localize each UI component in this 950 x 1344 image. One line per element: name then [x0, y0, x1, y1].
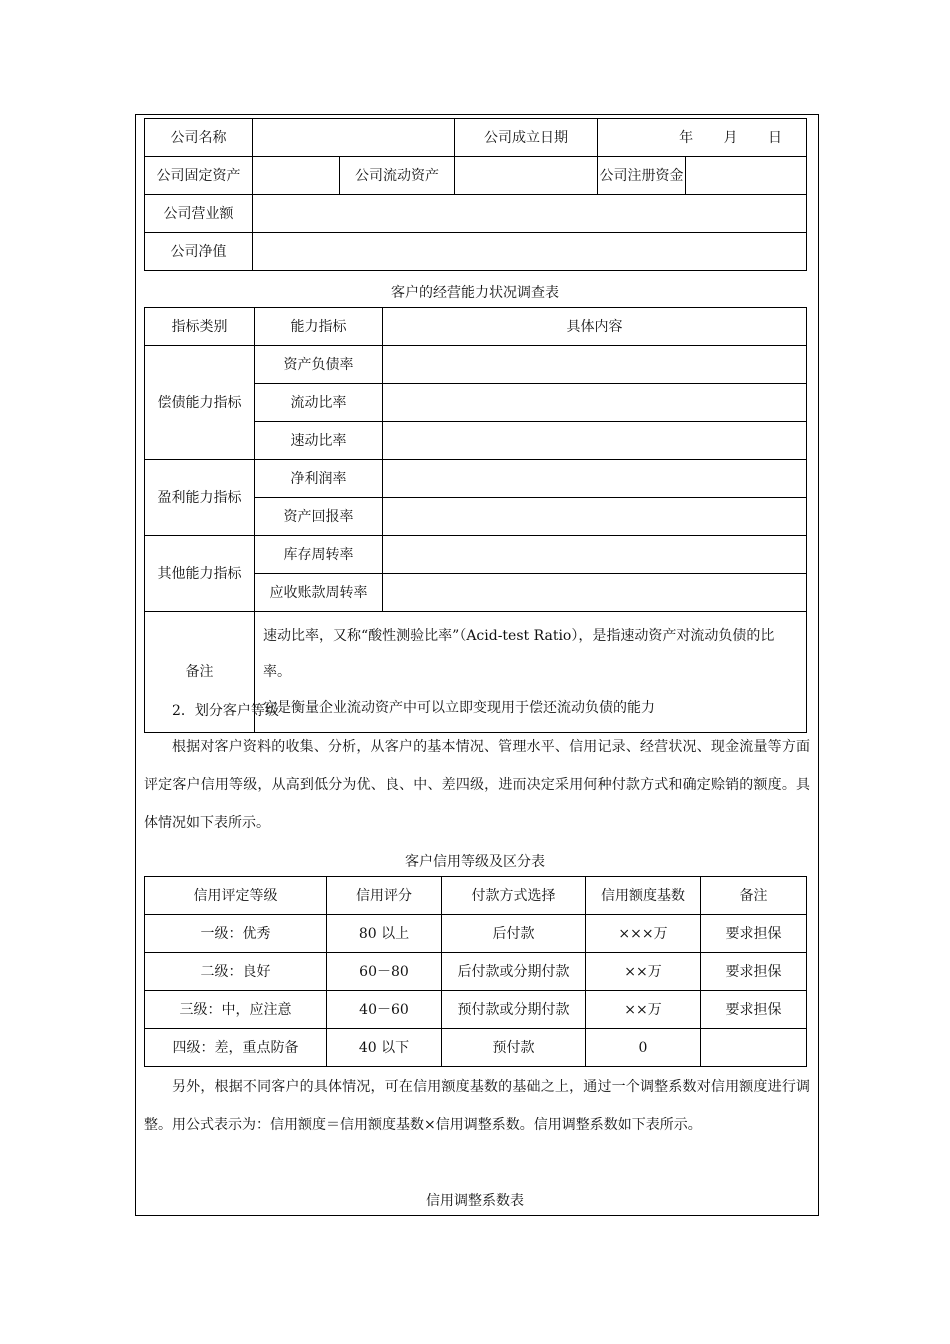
content-cell[interactable] — [383, 536, 807, 574]
indicator-cell: 流动比率 — [255, 384, 383, 422]
indicator-cell: 速动比率 — [255, 422, 383, 460]
date-month: 月 — [723, 129, 738, 146]
header-content: 具体内容 — [383, 308, 807, 346]
capability-table — [144, 307, 807, 733]
content-cell[interactable] — [383, 460, 807, 498]
note-cell — [701, 1029, 807, 1067]
content-cell[interactable] — [383, 574, 807, 612]
note-cell: 要求担保 — [701, 991, 807, 1029]
adjust-paragraph — [144, 1068, 810, 1144]
net-value-label: 公司净值 — [145, 233, 253, 271]
score-cell: 40－60 — [327, 991, 442, 1029]
indicator-cell: 资产回报率 — [255, 498, 383, 536]
credit-base-cell: 0 — [586, 1029, 701, 1067]
table-row — [145, 991, 807, 1029]
company-name-value[interactable] — [253, 119, 455, 157]
grade-cell: 四级：差，重点防备 — [145, 1029, 327, 1067]
payment-cell: 预付款 — [442, 1029, 586, 1067]
revenue-value[interactable] — [253, 195, 807, 233]
company-name-label: 公司名称 — [145, 119, 253, 157]
founded-date-value[interactable] — [598, 119, 807, 157]
date-day: 日 — [768, 129, 782, 146]
note-cell: 要求担保 — [701, 953, 807, 991]
score-cell: 80 以上 — [327, 915, 442, 953]
table-row — [145, 915, 807, 953]
adjust-table-title: 信用调整系数表 — [426, 1193, 524, 1209]
credit-base-cell: ×××万 — [586, 915, 701, 953]
current-assets-value[interactable] — [455, 157, 598, 195]
founded-date-label: 公司成立日期 — [455, 119, 598, 157]
adjust-text: 另外，根据不同客户的具体情况，可在信用额度基数的基础之上，通过一个调整系数对信用额度进行调整。用公式表示为：信用额度＝信用额度基数×信用调整系数。信用调整系数如下表所示。 — [144, 1079, 810, 1133]
grade-cell: 一级：优秀 — [145, 915, 327, 953]
date-year: 年 — [679, 129, 694, 146]
score-cell: 60－80 — [327, 953, 442, 991]
credit-base-cell: ××万 — [586, 991, 701, 1029]
score-cell: 40 以下 — [327, 1029, 442, 1067]
credit-table-title: 客户信用等级及区分表 — [405, 854, 545, 870]
registered-capital-value[interactable] — [686, 157, 807, 195]
indicator-cell: 应收账款周转率 — [255, 574, 383, 612]
section-heading: 2．划分客户等级 — [172, 703, 279, 719]
indicator-cell: 库存周转率 — [255, 536, 383, 574]
fixed-assets-value[interactable] — [253, 157, 340, 195]
fixed-assets-label: 公司固定资产 — [145, 157, 253, 195]
header-credit-base: 信用额度基数 — [586, 877, 701, 915]
table-row — [145, 1029, 807, 1067]
header-grade: 信用评定等级 — [145, 877, 327, 915]
credit-base-cell: ××万 — [586, 953, 701, 991]
note-line-2: 它是衡量企业流动资产中可以立即变现用于偿还流动负债的能力 — [263, 700, 655, 716]
header-indicator: 能力指标 — [255, 308, 383, 346]
category-other: 其他能力指标 — [145, 536, 255, 612]
note-cell: 要求担保 — [701, 915, 807, 953]
content-cell[interactable] — [383, 384, 807, 422]
table-row — [145, 953, 807, 991]
header-score: 信用评分 — [327, 877, 442, 915]
credit-grade-table — [144, 876, 807, 1067]
content-cell[interactable] — [383, 346, 807, 384]
payment-cell: 后付款或分期付款 — [442, 953, 586, 991]
category-solvency: 偿债能力指标 — [145, 346, 255, 460]
note-label: 备注 — [145, 612, 255, 733]
header-payment: 付款方式选择 — [442, 877, 586, 915]
grade-cell: 二级：良好 — [145, 953, 327, 991]
revenue-label: 公司营业额 — [145, 195, 253, 233]
indicator-cell: 净利润率 — [255, 460, 383, 498]
header-category: 指标类别 — [145, 308, 255, 346]
registered-capital-label: 公司注册资金 — [598, 157, 686, 195]
section-paragraph — [144, 728, 810, 842]
note-line-1: 速动比率，又称“酸性测验比率”（Acid-test Ratio），是指速动资产对流动负债的比率。 — [263, 628, 775, 680]
grade-cell: 三级：中，应注意 — [145, 991, 327, 1029]
capability-table-title: 客户的经营能力状况调查表 — [391, 285, 559, 301]
payment-cell: 预付款或分期付款 — [442, 991, 586, 1029]
paragraph-text: 根据对客户资料的收集、分析，从客户的基本情况、管理水平、信用记录、经营状况、现金流量等方面评定客户信用等级，从高到低分为优、良、中、差四级，进而决定采用何种付款方式和确定赊销的额度。具体情况如下表所示。 — [144, 739, 810, 831]
current-assets-label: 公司流动资产 — [340, 157, 455, 195]
content-cell[interactable] — [383, 498, 807, 536]
payment-cell: 后付款 — [442, 915, 586, 953]
net-value-value[interactable] — [253, 233, 807, 271]
content-cell[interactable] — [383, 422, 807, 460]
indicator-cell: 资产负债率 — [255, 346, 383, 384]
note-content — [255, 612, 807, 733]
category-profitability: 盈利能力指标 — [145, 460, 255, 536]
header-note: 备注 — [701, 877, 807, 915]
company-info-table — [144, 118, 807, 271]
